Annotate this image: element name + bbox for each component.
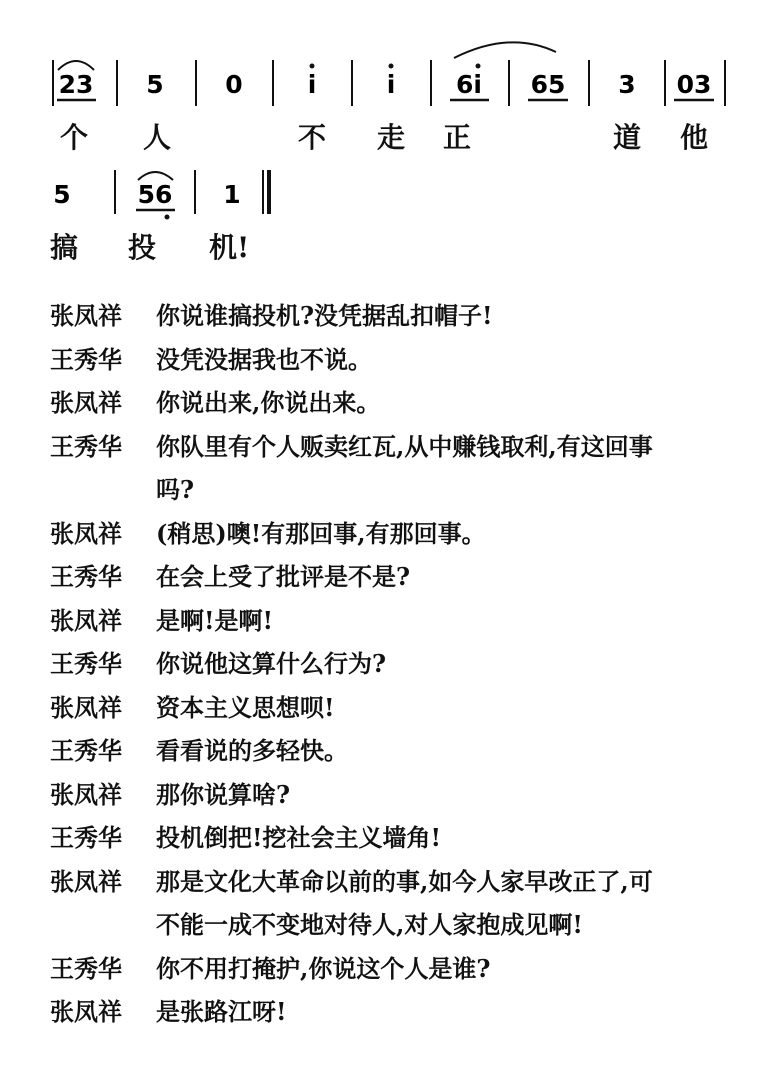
speaker-name: 王秀华 <box>50 953 122 983</box>
note: 23 <box>58 70 94 99</box>
speech-text: 你不用打掩护,你说这个人是谁? <box>156 953 491 983</box>
slur <box>138 172 173 180</box>
speaker-name: 王秀华 <box>50 344 122 374</box>
speech-text: (稍思)噢!有那回事,有那回事。 <box>156 518 486 548</box>
dialogue-line <box>50 686 750 730</box>
note: 56 <box>137 180 173 209</box>
speech-text: 看看说的多轻快。 <box>156 736 348 765</box>
note: 3 <box>618 70 636 99</box>
dialogue-line <box>50 294 750 338</box>
speech-text-continued: 不能一成不变地对待人,对人家抱成见啊! <box>156 910 583 939</box>
dialogue-line <box>50 381 750 425</box>
lyric: 正 <box>443 121 472 154</box>
note: 5 <box>53 180 71 209</box>
speech-text: 那是文化大革命以前的事,如今人家早改正了,可 <box>156 866 653 896</box>
speaker-name: 王秀华 <box>50 649 122 678</box>
dialogue-line <box>50 338 750 382</box>
page-bottom-edge <box>0 1040 772 1081</box>
speech-text: 资本主义思想呗! <box>156 692 335 722</box>
lyric: 个 <box>60 121 89 154</box>
dialogue-line <box>50 990 750 1034</box>
lyric: 不 <box>298 121 327 154</box>
dialogue-line <box>50 816 750 860</box>
speaker-name: 王秀华 <box>50 736 122 765</box>
note: 5 <box>146 70 164 99</box>
slur <box>58 61 94 70</box>
lyric: 他 <box>680 121 709 154</box>
dialogue-line <box>50 512 750 556</box>
dialogue-line <box>50 642 750 686</box>
speaker-name: 张凤祥 <box>50 388 122 417</box>
speech-text: 那你说算啥? <box>156 779 291 809</box>
speech-text: 你说谁搞投机?没凭据乱扣帽子! <box>156 301 493 330</box>
speaker-name: 张凤祥 <box>50 518 122 548</box>
speech-text: 在会上受了批评是不是? <box>156 562 411 591</box>
speech-text: 是张路江呀! <box>156 997 287 1026</box>
note: i <box>386 70 396 99</box>
lyric: 搞 <box>50 231 79 264</box>
speech-text: 是啊!是啊! <box>156 605 274 635</box>
note: 1 <box>223 180 241 209</box>
octave-dot <box>310 64 315 69</box>
lyric: 走 <box>377 121 406 154</box>
speech-text-continued: 吗? <box>156 475 195 504</box>
note: i <box>307 70 317 99</box>
octave-dot <box>476 64 481 69</box>
note: 0 <box>225 70 243 99</box>
dialogue-section <box>50 294 750 1077</box>
speech-text: 投机倒把!挖社会主义墙角! <box>156 823 442 852</box>
slur <box>454 42 556 58</box>
note: 6i <box>456 70 482 99</box>
dialogue-line <box>50 599 750 643</box>
note: 65 <box>530 70 566 99</box>
dialogue-line <box>50 729 750 773</box>
octave-dot <box>389 64 394 69</box>
speaker-name: 张凤祥 <box>50 779 122 809</box>
dialogue-line <box>50 773 750 817</box>
dialogue-line <box>50 860 750 947</box>
speech-text: 你队里有个人贩卖红瓦,从中赚钱取利,有这回事 <box>156 431 653 461</box>
lyric: 机! <box>209 231 250 264</box>
dialogue-line <box>50 425 750 512</box>
dialogue-line <box>50 947 750 991</box>
lyric: 投 <box>128 231 157 264</box>
speaker-name: 王秀华 <box>50 823 122 852</box>
lyric: 人 <box>143 121 172 154</box>
speech-text: 没凭没据我也不说。 <box>156 344 372 374</box>
lyric: 道 <box>613 121 642 154</box>
speaker-name: 张凤祥 <box>50 997 122 1026</box>
note: 03 <box>676 70 712 99</box>
octave-dot <box>165 215 170 220</box>
speaker-name: 张凤祥 <box>50 866 122 896</box>
speaker-name: 王秀华 <box>50 431 122 461</box>
speech-text: 你说他这算什么行为? <box>156 649 387 678</box>
speech-text: 你说出来,你说出来。 <box>156 388 381 417</box>
speaker-name: 王秀华 <box>50 562 122 591</box>
dialogue-line <box>50 555 750 599</box>
speaker-name: 张凤祥 <box>50 605 122 635</box>
speaker-name: 张凤祥 <box>50 692 122 722</box>
speaker-name: 张凤祥 <box>50 301 122 330</box>
